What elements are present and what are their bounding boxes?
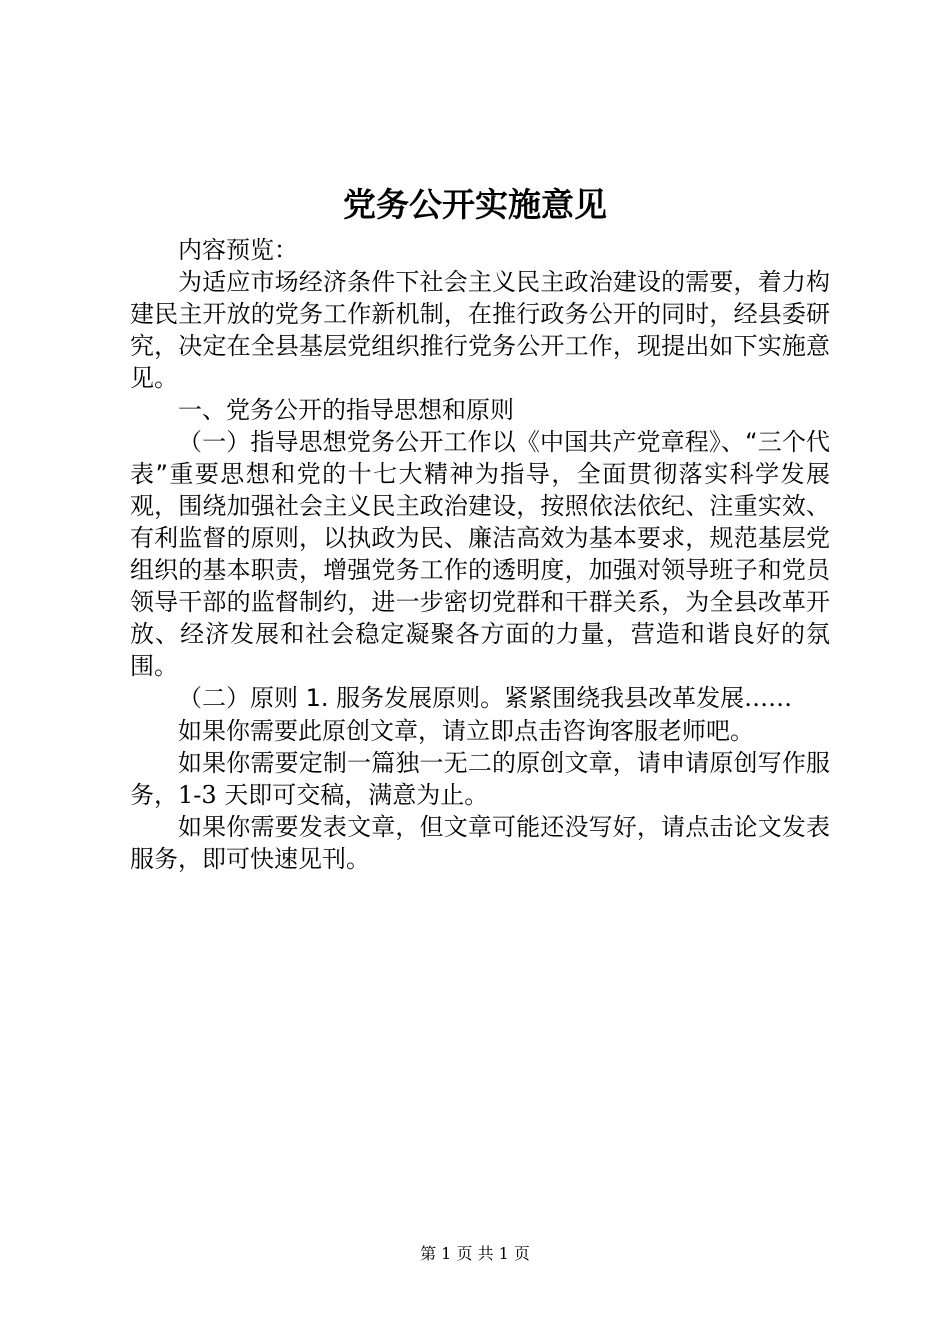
section-heading: 一、党务公开的指导思想和原则 [178,396,514,424]
document-body [130,234,830,875]
preview-label: 内容预览： [178,236,298,264]
principles-paragraph [130,682,830,715]
page-footer: 第 1 页 共 1 页 [420,1244,530,1263]
guiding-ideology-paragraph: （一）指导思想党务公开工作以《中国共产党章程》、“三个代表”重要思想和党的十七大精神为指导，全面贯彻落实科学发展观，围绕加强社会主义民主政治建设，按照依法依纪、注重实效、有利监督的原则，以执政为民、廉洁高效为基本要求，规范基层党组织的基本职责，增强党务工作的透明度，加强对领导班子和党员领导干部的监督制约，进一步密切党群和干群关系，为全县改革开放、经济发展和社会稳定凝聚各方面的力量，营造和谐良好的氛围。 [130,428,830,680]
document-title: 党务公开实施意见 [343,185,607,224]
intro-paragraph: 为适应市场经济条件下社会主义民主政治建设的需要，着力构建民主开放的党务工作新机制，在推行政务公开的同时，经县委研究，决定在全县基层党组织推行党务公开工作，现提出如下实施意见。 [130,268,830,392]
principles-heading: （二）原则 1. 服务发展原则。 [178,684,505,712]
promo-consult-paragraph: 如果你需要此原创文章，请立即点击咨询客服老师吧。 [178,717,754,745]
principles-text: 紧紧围绕我县改革发展…… [504,684,793,712]
promo-publishing-paragraph: 如果你需要发表文章，但文章可能还没写好，请点击论文发表服务，即可快速见刊。 [130,813,830,873]
promo-custom-writing-paragraph: 如果你需要定制一篇独一无二的原创文章，请申请原创写作服务，1-3 天即可交稿，满意为止。 [130,749,830,809]
